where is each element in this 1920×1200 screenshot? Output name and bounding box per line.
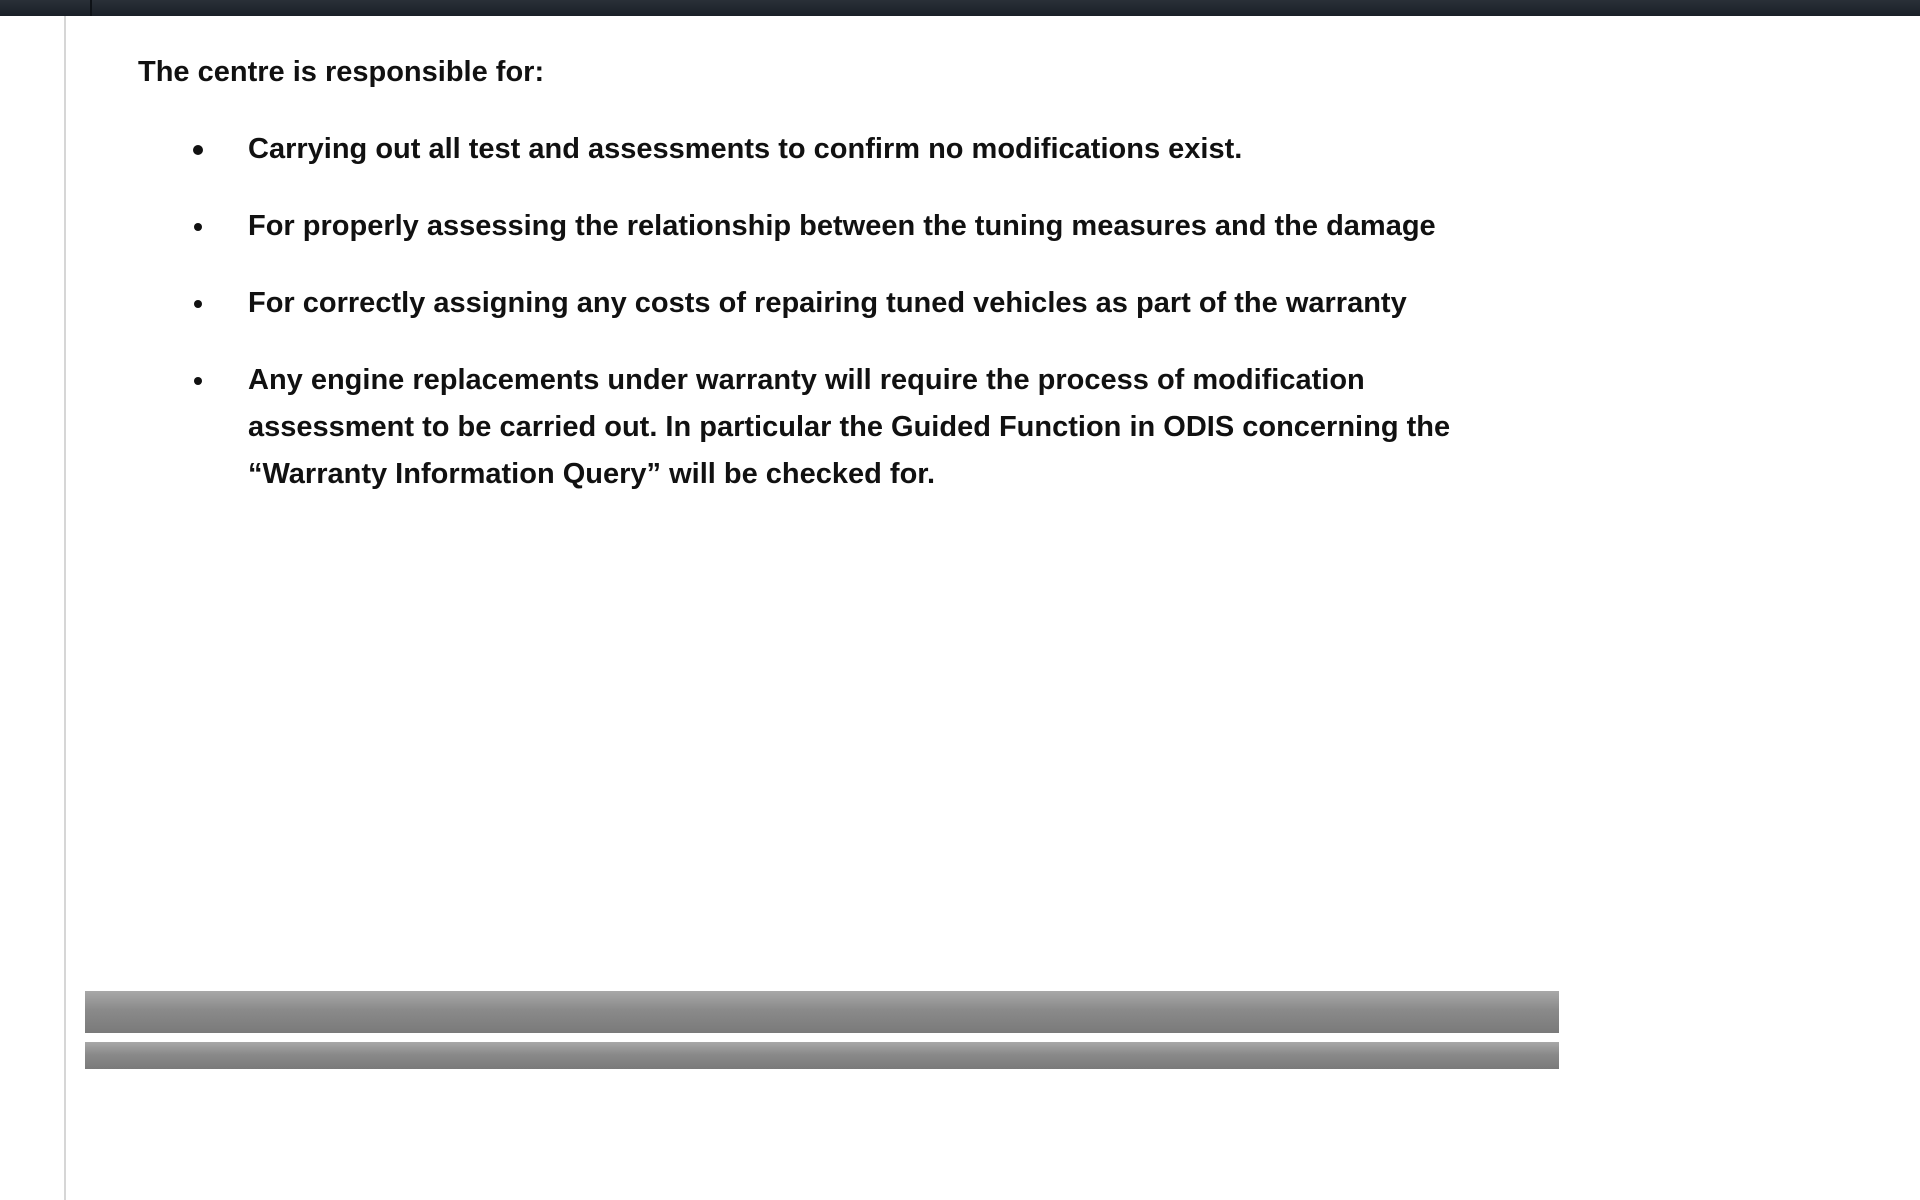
window-top-bar [0, 0, 1920, 16]
list-item-text: For properly assessing the relationship between the tuning measures and the damage [248, 210, 1436, 242]
footer-band-top [85, 991, 1559, 1033]
responsibility-list [138, 126, 1458, 498]
top-bar-divider [90, 0, 92, 16]
list-item [138, 126, 1458, 173]
list-item [138, 357, 1458, 498]
bullet-icon [194, 223, 202, 231]
bullet-icon [193, 145, 203, 155]
footer-band-bottom [85, 1042, 1559, 1069]
document-page [0, 16, 1920, 1200]
list-item-text: Carrying out all test and assessments to confirm no modifications exist. [248, 133, 1243, 165]
section-heading: The centre is responsible for: [138, 56, 545, 88]
list-item [138, 280, 1458, 327]
bullet-icon [194, 300, 202, 308]
list-item-text: For correctly assigning any costs of repairing tuned vehicles as part of the warranty [248, 287, 1407, 319]
bullet-icon [194, 377, 202, 385]
list-item-text: Any engine replacements under warranty will require the process of modification assessment to be carried out. In particular the Guided Function in ODIS concerning the “Warranty Information Query” will be checked for. [248, 364, 1451, 490]
list-item [138, 203, 1458, 250]
